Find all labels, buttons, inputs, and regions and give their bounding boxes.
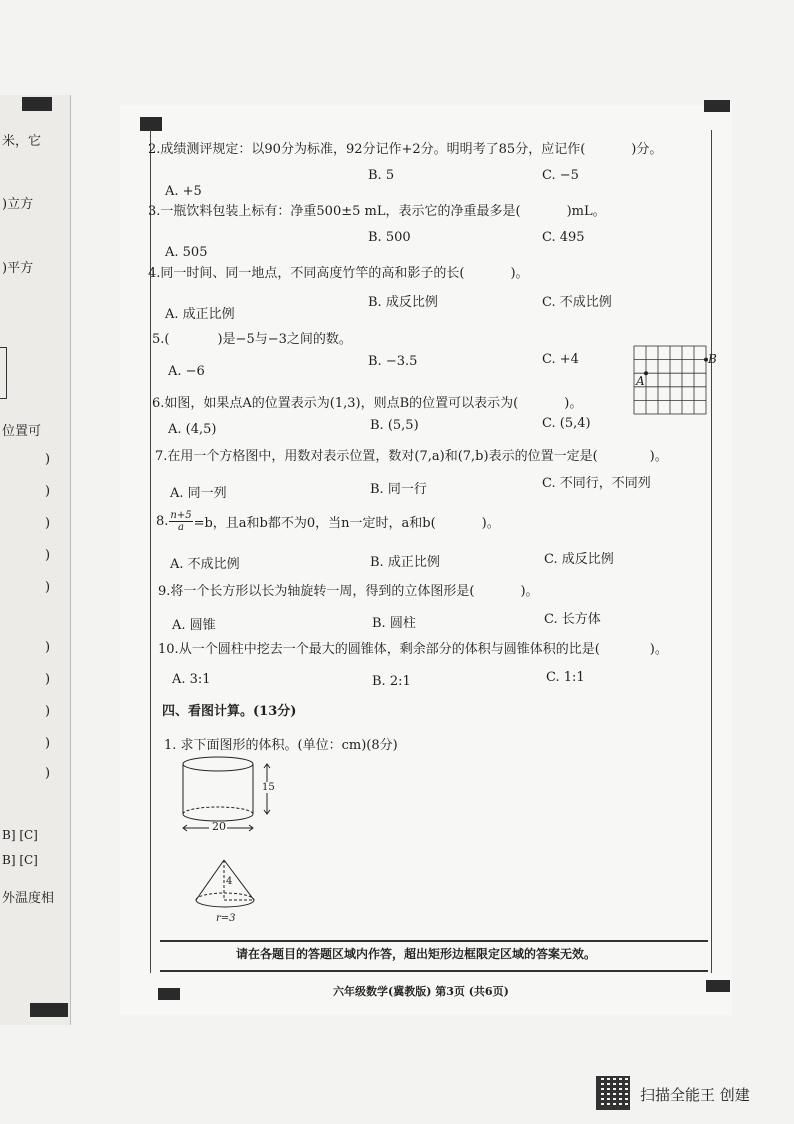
option-c: C. 成反比例 bbox=[544, 552, 614, 567]
option-b: B. 圆柱 bbox=[372, 616, 416, 631]
question-text: ( bbox=[164, 332, 170, 347]
question-number: 6. bbox=[152, 396, 165, 411]
left-line: ) bbox=[45, 484, 51, 499]
option-b: B. 2:1 bbox=[372, 674, 411, 689]
question-4 bbox=[148, 262, 529, 281]
question-text: 一瓶饮料包装上标有：净重500±5 mL，表示它的净重最多是( bbox=[160, 204, 521, 219]
option-a: A. 不成比例 bbox=[170, 557, 240, 572]
question-text: 同一时间、同一地点，不同高度竹竿的高和影子的长( bbox=[160, 266, 465, 281]
question-number: 5. bbox=[152, 332, 165, 347]
option-a: A. −6 bbox=[168, 364, 205, 379]
cone-radius-label: r=3 bbox=[216, 913, 236, 924]
cone-figure bbox=[190, 858, 270, 930]
cylinder-diameter-label: 20 bbox=[212, 820, 226, 833]
question-6 bbox=[152, 392, 582, 411]
option-b: B. 成正比例 bbox=[370, 555, 440, 570]
corner-mark bbox=[158, 988, 180, 1000]
left-line: 位置可 bbox=[2, 424, 42, 439]
question-tail: )。 bbox=[649, 642, 668, 657]
option-a: A. 成正比例 bbox=[165, 307, 235, 322]
option-b: B. 成反比例 bbox=[368, 295, 438, 310]
question-text: 将一个长方形以长为轴旋转一周，得到的立体图形是( bbox=[170, 584, 475, 599]
cylinder-height-label: 15 bbox=[262, 782, 275, 793]
section-title: 四、看图计算。(13分) bbox=[162, 704, 297, 719]
option-a: A. 505 bbox=[165, 245, 208, 260]
section-question-1: 1. 求下面图形的体积。(单位：cm)(8分) bbox=[164, 738, 398, 753]
question-text: 从一个圆柱中挖去一个最大的圆锥体，剩余部分的体积与圆锥体积的比是( bbox=[178, 642, 600, 657]
option-b: B. 5 bbox=[368, 168, 395, 183]
left-line: 米，它 bbox=[2, 134, 42, 149]
option-b: B. (5,5) bbox=[370, 418, 419, 433]
left-line: ) bbox=[45, 452, 51, 467]
question-8 bbox=[156, 510, 500, 533]
option-c: C. 长方体 bbox=[544, 612, 601, 627]
question-tail: )。 bbox=[481, 516, 500, 531]
option-a: A. (4,5) bbox=[168, 422, 217, 437]
corner-mark bbox=[140, 117, 162, 131]
corner-mark bbox=[704, 100, 730, 112]
option-c: C. −5 bbox=[542, 168, 579, 183]
left-bracket-line: B] [C] bbox=[2, 853, 38, 867]
option-c: C. 不成比例 bbox=[542, 295, 612, 310]
cone-height-label: 4 bbox=[226, 876, 233, 887]
left-line: ) bbox=[45, 516, 51, 531]
option-b: B. 同一行 bbox=[370, 482, 427, 497]
corner-mark bbox=[22, 97, 52, 111]
grid-figure bbox=[632, 344, 717, 416]
corner-mark bbox=[706, 980, 730, 992]
option-b: B. 500 bbox=[368, 230, 411, 245]
question-text: 如图，如果点A的位置表示为(1,3)，则点B的位置可以表示为( bbox=[164, 396, 519, 411]
question-9 bbox=[158, 580, 539, 599]
left-line: ) bbox=[45, 766, 51, 781]
qr-code-icon bbox=[596, 1076, 630, 1110]
point-a-label: A bbox=[636, 374, 645, 388]
question-number: 4. bbox=[148, 266, 161, 281]
left-line: 外温度相 bbox=[2, 891, 55, 906]
option-c: C. +4 bbox=[542, 352, 579, 367]
question-5 bbox=[152, 328, 352, 347]
question-7 bbox=[155, 445, 668, 464]
question-2 bbox=[148, 138, 662, 157]
corner-mark bbox=[30, 1003, 68, 1017]
option-a: A. 圆锥 bbox=[172, 618, 216, 633]
question-10 bbox=[158, 638, 668, 657]
option-a: A. +5 bbox=[165, 184, 202, 199]
question-number: 10. bbox=[158, 642, 179, 657]
cylinder-figure bbox=[175, 752, 285, 842]
question-tail: )是−5与−3之间的数。 bbox=[217, 332, 352, 347]
option-c: C. 495 bbox=[542, 230, 585, 245]
option-b: B. −3.5 bbox=[368, 354, 418, 369]
left-box bbox=[0, 347, 7, 399]
question-number: 7. bbox=[155, 449, 168, 464]
left-page-fragment bbox=[0, 95, 71, 1025]
fraction-denominator: a bbox=[178, 522, 184, 533]
point-b-label: B bbox=[708, 352, 717, 366]
question-tail: )。 bbox=[649, 449, 668, 464]
question-tail: )。 bbox=[510, 266, 529, 281]
left-line: ) bbox=[45, 548, 51, 563]
question-tail: )mL。 bbox=[566, 204, 606, 219]
left-line: ) bbox=[45, 672, 51, 687]
left-line: )立方 bbox=[2, 197, 34, 212]
left-bracket-line: B] [C] bbox=[2, 828, 38, 842]
left-line: ) bbox=[45, 640, 51, 655]
option-c: C. 不同行，不同列 bbox=[542, 476, 651, 491]
question-text: 在用一个方格图中，用数对表示位置，数对(7,a)和(7,b)表示的位置一定是( bbox=[167, 449, 598, 464]
notice-text: 请在各题目的答题区域内作答，超出矩形边框限定区域的答案无效。 bbox=[236, 947, 597, 961]
fraction-numerator: n+5 bbox=[170, 510, 192, 521]
left-line: ) bbox=[45, 736, 51, 751]
option-a: A. 同一列 bbox=[170, 486, 227, 501]
question-tail: )。 bbox=[564, 396, 583, 411]
left-line: ) bbox=[45, 704, 51, 719]
question-text: =b，且a和b都不为0，当n一定时，a和b( bbox=[193, 516, 436, 531]
question-number: 8. bbox=[156, 514, 169, 529]
question-text: 成绩测评规定：以90分为标准，92分记作+2分。明明考了85分，应记作( bbox=[160, 142, 586, 157]
question-number: 3. bbox=[148, 204, 161, 219]
left-line: ) bbox=[45, 580, 51, 595]
question-tail: )分。 bbox=[631, 142, 663, 157]
option-c: C. 1:1 bbox=[546, 670, 585, 685]
watermark-text: 扫描全能王 创建 bbox=[640, 1086, 750, 1104]
question-number: 9. bbox=[158, 584, 171, 599]
fraction bbox=[169, 510, 192, 533]
option-c: C. (5,4) bbox=[542, 416, 591, 431]
question-number: 2. bbox=[148, 142, 161, 157]
option-a: A. 3:1 bbox=[172, 672, 211, 687]
question-tail: )。 bbox=[520, 584, 539, 599]
left-line: )平方 bbox=[2, 261, 34, 276]
page-footer: 六年级数学(冀教版) 第3页 (共6页) bbox=[333, 985, 509, 998]
question-3 bbox=[148, 200, 606, 219]
